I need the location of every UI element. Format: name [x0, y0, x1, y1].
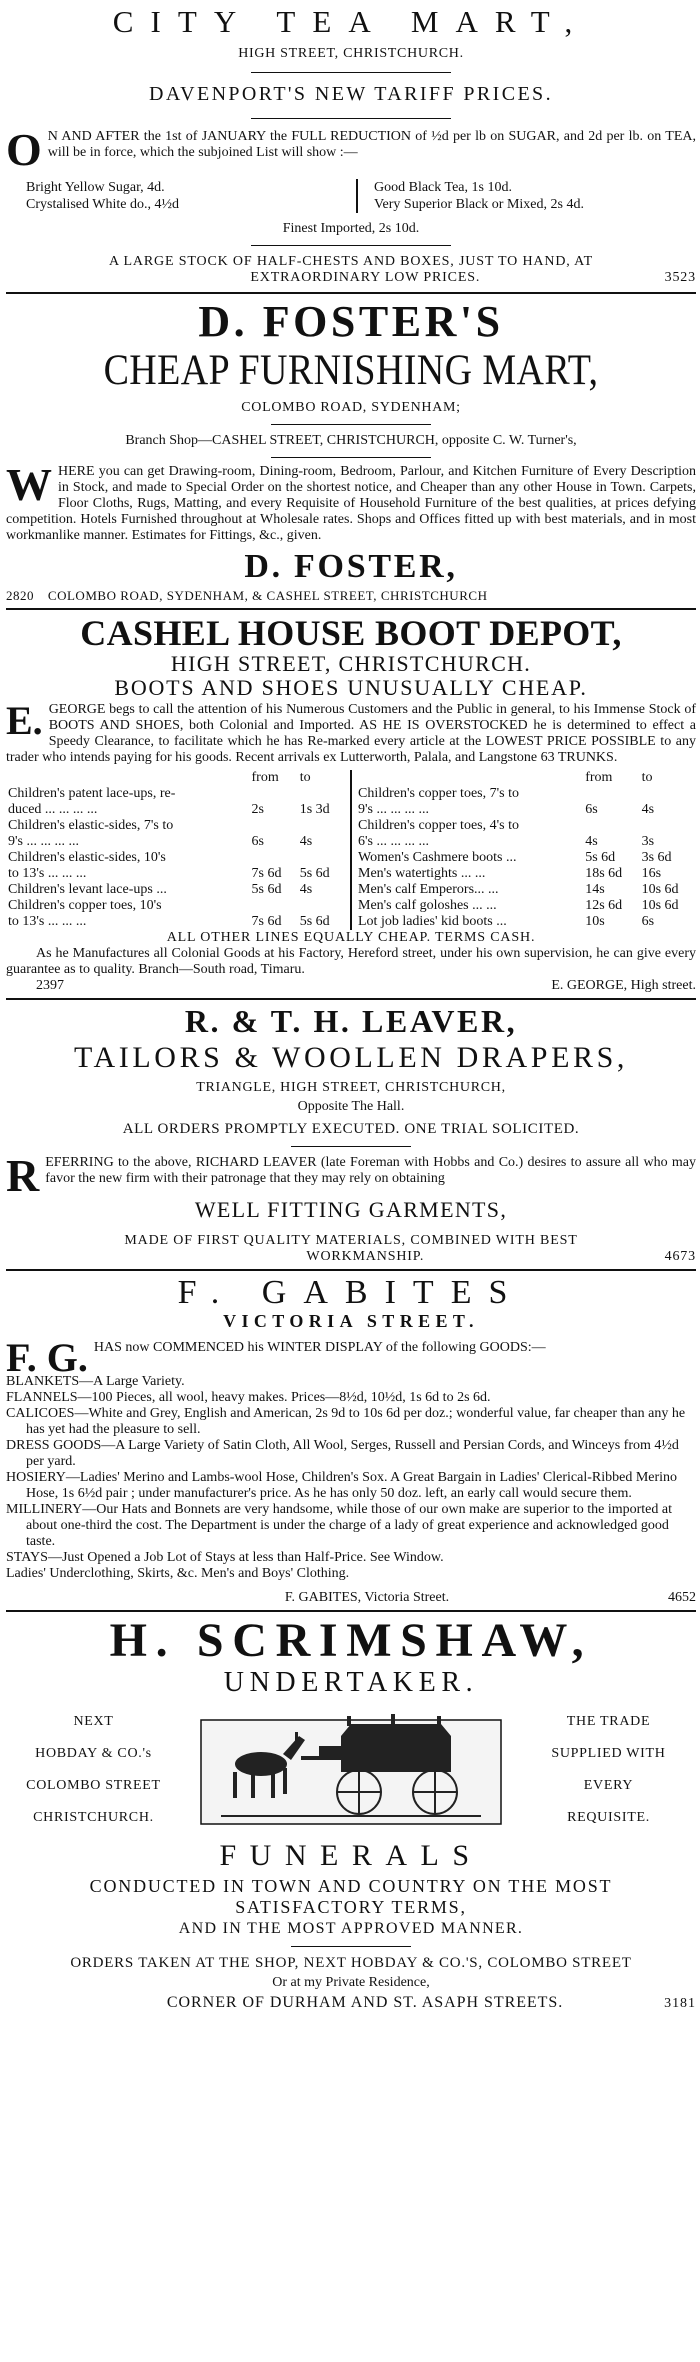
hearse-illustration [191, 1706, 511, 1834]
city-tea-mart-ad [6, 4, 696, 286]
ad-title: CITY TEA MART, [112, 4, 590, 39]
col-header: to [641, 770, 653, 785]
table-row: Children's copper toes, 4's to [358, 818, 519, 833]
foster-ad [6, 297, 696, 604]
table-row: Women's Cashmere boots ... 5s 6d 3s 6d [358, 850, 672, 865]
ad-tagline: BOOTS AND SHOES UNUSUALLY CHEAP. [114, 675, 588, 700]
gabites-intro [6, 1335, 696, 1380]
ad-address: TRIANGLE, HIGH STREET, CHRISTCHURCH, [196, 1080, 506, 1095]
drop-cap: W [6, 459, 52, 510]
ad-number: 2397 [36, 978, 64, 993]
list-item: Ladies' Underclothing, Skirts, &c. Men's and Boys' Clothing. [6, 1566, 350, 1581]
table-row: 9's ... ... ... ... 6s 4s [8, 834, 313, 849]
left-text: NEXT HOBDAY & CO.'s COLOMBO STREET CHRISTCHURCH. [26, 1714, 161, 1825]
stock-notice-2: EXTRAORDINARY LOW PRICES. [250, 270, 481, 285]
corner-line [6, 1994, 696, 2012]
ad-title: H. SCRIMSHAW, [109, 1614, 593, 1667]
well-fitting: WELL FITTING GARMENTS, [194, 1197, 508, 1222]
leaver-ad [6, 1004, 696, 1265]
work-line [6, 1249, 696, 1265]
opposite-line: Opposite The Hall. [297, 1099, 405, 1114]
table-row: Men's calf goloshes ... ... 12s 6d 10s 6d [358, 898, 679, 913]
ad-street: VICTORIA STREET. [223, 1311, 479, 1331]
manufacture-text: As he Manufactures all Colonial Goods at his Factory, Hereford street, under his own supervision, he can give every guarantee as to quality. Branch—South road, Timaru. [6, 946, 696, 977]
materials-line: MADE OF FIRST QUALITY MATERIALS, COMBINED WITH BEST [124, 1233, 578, 1248]
table-row: Children's copper toes, 7's to [358, 786, 519, 801]
scrimshaw-ad [6, 1616, 696, 2012]
col-header: from [251, 770, 279, 785]
signature: E. GEORGE, High street. [551, 978, 696, 993]
list-item: MILLINERY—Our Hats and Bonnets are very handsome, while those of our own make are superior to the imported at about one-third the cost. The Department is under the charge of a lady of great experience and acknowledged good taste. [6, 1502, 672, 1549]
ad-trade: TAILORS & WOOLLEN DRAPERS, [74, 1041, 628, 1074]
foster-body [6, 459, 696, 544]
body-text: HERE you can get Drawing-room, Dining-room, Bedroom, Parlour, and Kitchen Furniture of Every Description in Stock, and made to Special Order on the shortest notice, and Cheaper than any other House in Town. Carpets, Floor Cloths, Rugs, Matting, and every Requisite of Household Furniture of the best qualities, at prices defying competition. Hotels Furnished throughout at Wholesale rates. Shops and Offices fitted up with best materials, and in most workmanlike manner. Estimates for Fittings, &c., given. [6, 464, 696, 543]
ad-number: 3181 [664, 1996, 696, 2011]
price-columns [6, 179, 696, 213]
ad-number: 3523 [664, 270, 696, 285]
newspaper-page [6, 0, 696, 2012]
list-item: FLANNELS—100 Pieces, all wool, heavy makes. Prices—8½d, 10½d, 1s 6d to 2s 6d. [6, 1390, 491, 1405]
table-row: duced ... ... ... ... 2s 1s 3d [8, 802, 330, 817]
tea-intro [6, 124, 696, 175]
drop-cap: E. [6, 698, 43, 743]
price-item: Bright Yellow Sugar, 4d. [26, 180, 165, 195]
intro-text: N AND AFTER the 1st of JANUARY the FULL REDUCTION of ½d per lb on SUGAR, and 2d per lb. on TEA, will be in force, which the subjoined List will show :— [47, 129, 696, 160]
table-row: to 13's ... ... ... 7s 6d 5s 6d [8, 866, 330, 881]
orders-line: ORDERS TAKEN AT THE SHOP, NEXT HOBDAY & CO.'S, COLOMBO STREET [70, 1955, 632, 1971]
price-item: Crystalised White do., 4½d [26, 197, 179, 212]
tariff-heading: DAVENPORT'S NEW TARIFF PRICES. [149, 83, 553, 105]
drop-cap: R [6, 1150, 40, 1201]
col-header: to [299, 770, 311, 785]
price-item: Good Black Tea, 1s 10d. [374, 180, 512, 195]
intro-text: GEORGE begs to call the attention of his Numerous Customers and the Public in general, to his Immense Stock of BOOTS AND SHOES, both Colonial and Imported. AS HE IS OVERSTOCKED he is determined to effect a Speedy Clearance, to facilitate which he has Re-marked every article at the LOWEST PRICE POSSIBLE to any trader who intends paying for his goods. Recent arrivals ex Lutterworth, Palala, and Langstone 63 TRUNKS. [6, 702, 696, 765]
other-lines: ALL OTHER LINES EQUALLY CHEAP. TERMS CASH. [166, 930, 536, 945]
table-row: Children's patent lace-ups, re- [8, 786, 176, 801]
ad-address: COLOMBO ROAD, SYDENHAM; [241, 400, 461, 415]
table-row: to 13's ... ... ... 7s 6d 5s 6d [8, 914, 330, 929]
ad-title: F. GABITES [177, 1274, 525, 1311]
stock-line [6, 270, 696, 286]
ad-address: HIGH STREET, CHRISTCHURCH. [170, 651, 532, 676]
workmanship: WORKMANSHIP. [306, 1249, 425, 1264]
cashel-intro [6, 698, 696, 766]
list-item: STAYS—Just Opened a Job Lot of Stays at less than Half-Price. See Window. [6, 1550, 444, 1565]
ad-number: 2820 [6, 588, 35, 603]
price-item: Very Superior Black or Mixed, 2s 4d. [374, 197, 584, 212]
leaver-body [6, 1150, 696, 1201]
ad-headline: CHEAP FURNISHING MART, [103, 345, 599, 395]
ad-address: HIGH STREET, CHRISTCHURCH. [238, 46, 464, 61]
sig-line [6, 978, 696, 994]
table-row: 9's ... ... ... ... 6s 4s [358, 802, 655, 817]
price-table-right [356, 770, 696, 930]
terms-line: SATISFACTORY TERMS, [235, 1897, 467, 1917]
drop-cap: F. G. [6, 1335, 88, 1380]
ad-number: 4652 [668, 1590, 696, 1605]
footer-line [6, 588, 696, 604]
table-row: Children's copper toes, 10's [8, 898, 162, 913]
col-header: from [585, 770, 613, 785]
private-line: Or at my Private Residence, [272, 1975, 430, 1990]
footer-address: COLOMBO ROAD, SYDENHAM, & CASHEL STREET, CHRISTCHURCH [47, 588, 488, 603]
ad-title: CASHEL HOUSE BOOT DEPOT, [80, 613, 622, 653]
price-table-left [6, 770, 346, 930]
table-row: Children's levant lace-ups ... 5s 6d 4s [8, 882, 313, 897]
corner-address: CORNER OF DURHAM AND ST. ASAPH STREETS. [166, 1994, 564, 2011]
ad-number: 4673 [664, 1249, 696, 1264]
manner-line: AND IN THE MOST APPROVED MANNER. [178, 1920, 524, 1937]
sig-line [6, 1590, 696, 1606]
body-text: EFERRING to the above, RICHARD LEAVER (late Foreman with Hobbs and Co.) desires to assure all who may favor the new firm with their patronage that they may rely on obtaining [45, 1155, 696, 1186]
finest-price: Finest Imported, 2s 10d. [282, 221, 420, 236]
drop-cap: O [6, 124, 42, 175]
funerals-heading: FUNERALS [219, 1839, 483, 1872]
signature: D. FOSTER, [244, 548, 458, 585]
table-row: Men's calf Emperors... ... 14s 10s 6d [358, 882, 679, 897]
right-text: THE TRADE SUPPLIED WITH EVERY REQUISITE. [551, 1714, 666, 1825]
hearse-row [6, 1706, 696, 1834]
intro-text: HAS now COMMENCED his WINTER DISPLAY of the following GOODS:— [93, 1340, 546, 1355]
conducted-line: CONDUCTED IN TOWN AND COUNTRY ON THE MOST [89, 1876, 613, 1896]
table-row: 6's ... ... ... ... 4s 3s [358, 834, 655, 849]
table-row: Children's elastic-sides, 10's [8, 850, 166, 865]
price-table [6, 770, 696, 930]
orders-line: ALL ORDERS PROMPTLY EXECUTED. ONE TRIAL SOLICITED. [122, 1121, 580, 1137]
stock-notice: A LARGE STOCK OF HALF-CHESTS AND BOXES, JUST TO HAND, AT [109, 254, 593, 269]
column-divider [350, 770, 352, 930]
cashel-boot-depot-ad [6, 614, 696, 994]
list-item: DRESS GOODS—A Large Variety of Satin Cloth, All Wool, Serges, Russell and Persian Cords, and Winceys from 4½d per yard. [6, 1438, 679, 1469]
branch-line: Branch Shop—CASHEL STREET, CHRISTCHURCH, opposite C. W. Turner's, [125, 433, 577, 448]
list-item: BLANKETS—A Large Variety. [6, 1374, 185, 1389]
ad-trade: UNDERTAKER. [223, 1667, 479, 1698]
table-row: Lot job ladies' kid boots ... 10s 6s [358, 914, 655, 929]
list-item: CALICOES—White and Grey, English and American, 2s 9d to 10s 6d per doz.; wonderful value, far cheaper than any he has yet had the pleasure to sell. [6, 1406, 686, 1437]
list-item: HOSIERY—Ladies' Merino and Lambs-wool Hose, Children's Sox. A Great Bargain in Ladies' Clerical-Ribbed Merino Hose, 1s 6½d pair ; under manufacturer's price. As he has only 50 doz. left, an early call would secure them. [6, 1470, 678, 1501]
ad-title: R. & T. H. LEAVER, [184, 1003, 518, 1039]
table-row: Men's watertights ... ... 18s 6d 16s [358, 866, 662, 881]
table-row: Children's elastic-sides, 7's to [8, 818, 174, 833]
ad-title: D. FOSTER'S [198, 297, 504, 346]
signature: F. GABITES, Victoria Street. [284, 1590, 450, 1605]
gabites-ad [6, 1275, 696, 1606]
